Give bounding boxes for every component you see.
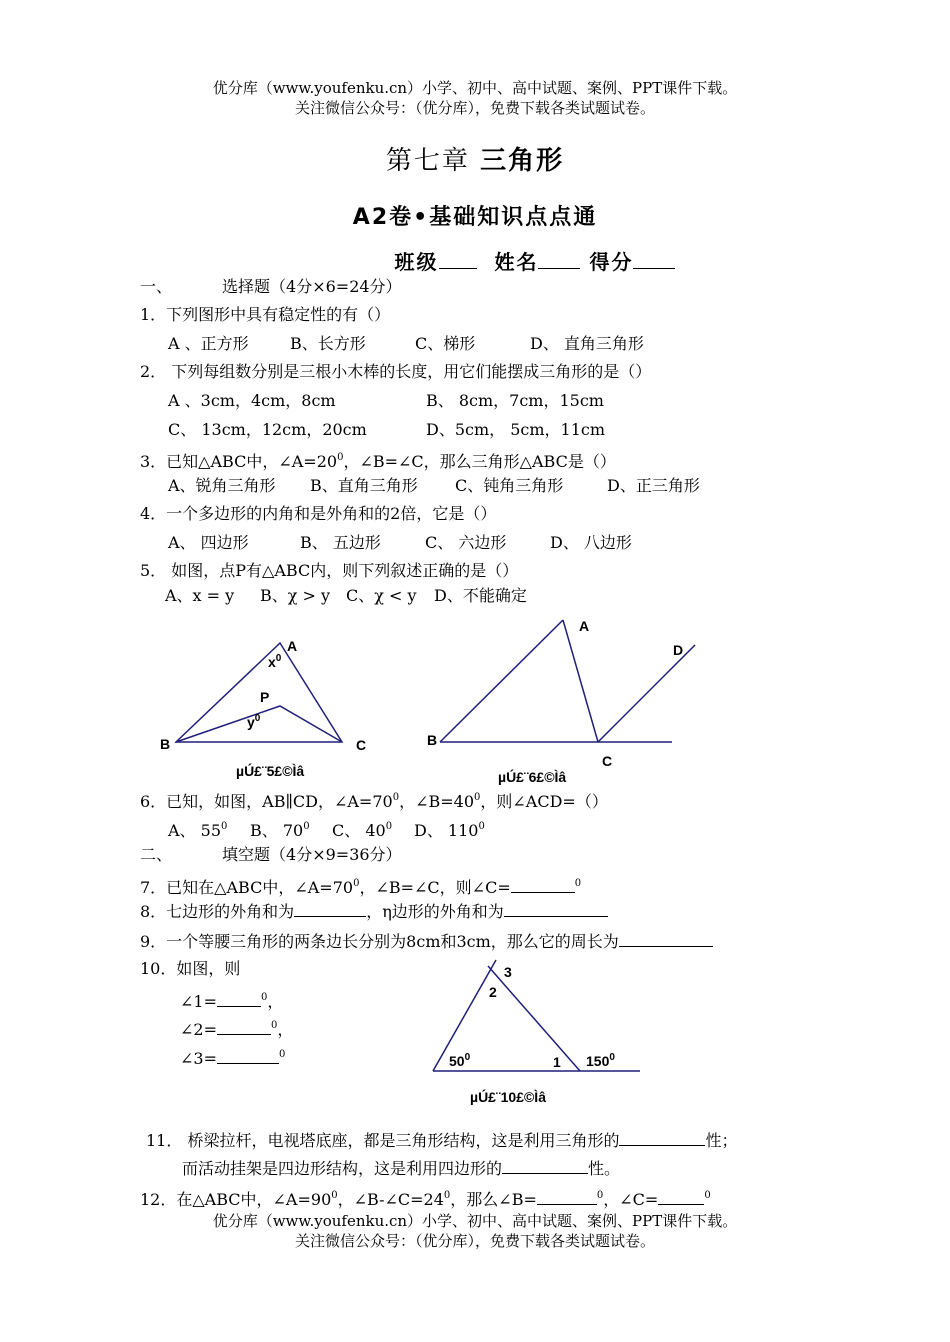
q8-n: η <box>382 902 392 921</box>
q7-stem-b: ，∠B=∠C，则∠C= <box>359 878 511 897</box>
section-2-label: 填空题（4分×9=36分） <box>222 845 402 864</box>
q7-deg-1: 0 <box>353 878 360 889</box>
q10-angle-3: ∠3= $^0$ <box>180 1049 286 1068</box>
q11-blank-1[interactable] <box>619 1129 705 1146</box>
fig10-label-1: 1 <box>553 1054 561 1070</box>
q11-line-2 <box>182 1157 620 1179</box>
fig6-side-ab <box>440 620 563 742</box>
q1-option-b: B、长方形 <box>290 334 366 353</box>
q6-stem-a: 6．已知，如图，AB∥CD，∠A=70 <box>140 792 393 811</box>
q10-angle-2: ∠2= $^0$， <box>180 1020 294 1039</box>
fig6-label-a: A <box>579 618 590 634</box>
q12-stem-d: ，∠C= <box>603 1190 659 1209</box>
q3-option-c: C、钝角三角形 <box>455 476 564 495</box>
fig5-inner-lines <box>176 706 342 742</box>
chapter-number: 第七章 <box>385 146 470 176</box>
q8-stem-a: 8．七边形的外角和为 <box>140 902 295 921</box>
q11-blank-2[interactable] <box>502 1157 588 1174</box>
fig10-right-side <box>488 966 580 1071</box>
q12-blank-b[interactable] <box>537 1188 597 1205</box>
q11-line-1 <box>146 1129 737 1151</box>
q11-line1-a: 11． 桥梁拉杆，电视塔底座，都是三角形结构，这是利用三角形的 <box>146 1131 620 1150</box>
q9-text: 9．一个等腰三角形的两条边长分别为8cm和3cm，那么它的周长为 <box>140 932 619 951</box>
q12-stem <box>140 1186 711 1210</box>
q6-option-b: B、 $70^0$ <box>250 821 310 840</box>
q3-option-a: A、锐角三角形 <box>168 476 276 495</box>
fig5-caption: µÚ£¨5£©Ìâ <box>236 763 305 779</box>
fig10-label-50: $50^0$ <box>449 1052 471 1069</box>
q12-deg-3: 0 <box>596 1190 604 1201</box>
fig10-label-2: 2 <box>489 984 497 1000</box>
q12-stem-b: ，∠B-∠C=24 <box>337 1190 444 1209</box>
fig10-label-3: 3 <box>504 964 512 980</box>
q6-option-c: C、 $40^0$ <box>332 821 393 840</box>
q8-blank-1[interactable] <box>294 900 366 917</box>
q3-option-b: B、直角三角形 <box>310 476 418 495</box>
q6-deg-2: 0 <box>474 792 481 803</box>
q8-stem <box>140 900 608 922</box>
q1-option-a: A 、正方形 <box>168 334 249 353</box>
fig5-label-p: P <box>260 689 270 705</box>
fig6-label-c: C <box>602 753 613 769</box>
figure-6 <box>440 620 695 742</box>
q5-stem: 5． 如图，点P有△ABC内，则下列叙述正确的是（） <box>140 561 519 580</box>
q6-option-a: A、 $55^0$ <box>168 821 228 840</box>
q12-stem-c: ，那么∠B= <box>450 1190 537 1209</box>
q10-stem: 10．如图，则 <box>140 959 241 978</box>
fig6-side-ac <box>563 620 598 742</box>
q10-blank-2[interactable] <box>217 1018 271 1035</box>
q3-stem-b: ，∠B=∠C，那么三角形△ABC是（） <box>343 452 616 471</box>
q11-line1-b: 性； <box>705 1131 738 1150</box>
fig6-caption: µÚ£¨6£©Ìâ <box>498 769 567 785</box>
fig6-label-d: D <box>673 642 684 658</box>
q1-option-d: D、 直角三角形 <box>530 334 644 353</box>
q4-option-a: A、 四边形 <box>168 533 249 552</box>
q10-angle-1: ∠1= $^0$， <box>180 992 284 1011</box>
fig5-label-y: $y^0$ <box>247 713 261 730</box>
q7-stem <box>140 874 581 898</box>
q9-answer-blank[interactable] <box>619 930 713 947</box>
class-label: 班级 <box>394 250 439 274</box>
q8-blank-2[interactable] <box>504 900 608 917</box>
q12-deg-2: 0 <box>443 1190 451 1201</box>
q7-stem-a: 7．已知在△ABC中，∠A=70 <box>140 878 354 897</box>
q6-option-d: D、 $110^0$ <box>414 821 485 840</box>
q2-option-b: B、 8cm，7cm，15cm <box>426 391 604 410</box>
fig5-label-b: B <box>160 736 171 752</box>
score-label: 得分 <box>589 250 634 274</box>
fig5-label-a: A <box>287 638 298 654</box>
fig6-label-b: B <box>427 732 438 748</box>
section-2-number: 二、 <box>140 845 173 864</box>
q2-stem: 2． 下列每组数分别是三根小木棒的长度，用它们能摆成三角形的是（） <box>140 362 652 381</box>
fig5-label-c: C <box>356 737 367 753</box>
q11-line2-a: 而活动挂架是四边形结构，这是利用四边形的 <box>182 1159 503 1178</box>
footer-line-1: 优分库（www.youfenku.cn）小学、初中、高中试题、案例、PPT课件下载。 <box>212 1212 738 1230</box>
q7-deg-2: 0 <box>574 878 582 889</box>
q12-deg-1: 0 <box>331 1190 338 1201</box>
fig10-caption: µÚ£¨10£©Ìâ <box>470 1089 546 1105</box>
header-line-2: 关注微信公众号：（优分库），免费下载各类试题试卷。 <box>294 99 655 117</box>
fig10-label-150: $150^0$ <box>586 1052 615 1069</box>
q5-option-d: D、不能确定 <box>434 586 527 605</box>
q8-stem-c: 边形的外角和为 <box>391 902 504 921</box>
q5-option-c: C、χ < y <box>346 586 417 605</box>
q12-blank-c[interactable] <box>658 1188 704 1205</box>
q2-option-a: A 、3cm，4cm，8cm <box>168 391 336 410</box>
q5-option-b: B、χ > y <box>260 586 331 605</box>
q11-line2-b: 性。 <box>588 1159 621 1178</box>
q6-deg-1: 0 <box>392 792 400 803</box>
q10-blank-3[interactable] <box>217 1047 279 1064</box>
section-1-number: 一、 <box>140 277 173 296</box>
q12-stem-a: 12．在△ABC中，∠A=90 <box>140 1190 332 1209</box>
q8-stem-b: ， <box>366 902 383 921</box>
q4-option-d: D、 八边形 <box>550 533 632 552</box>
q12-deg-4: 0 <box>704 1190 711 1201</box>
header-line-1: 优分库（www.youfenku.cn）小学、初中、高中试题、案例、PPT课件下载。 <box>212 79 738 97</box>
fig6-ray-cd <box>598 645 695 742</box>
subtitle: A2卷•基础知识点点通 <box>352 205 598 230</box>
q7-answer-blank[interactable] <box>511 876 575 893</box>
fig5-label-x: $x^0$ <box>268 653 282 670</box>
q2-option-c: C、 13cm，12cm，20cm <box>168 420 367 439</box>
q4-stem: 4．一个多边形的内角和是外角和的2倍，它是（） <box>140 504 497 523</box>
section-2-heading <box>140 845 402 865</box>
q1-option-c: C、梯形 <box>415 334 476 353</box>
chapter-name: 三角形 <box>480 146 565 176</box>
q6-stem-c: ，则∠ACD=（） <box>480 792 608 811</box>
name-label: 姓名 <box>494 250 539 274</box>
q9-stem <box>140 930 713 952</box>
footer-line-2: 关注微信公众号：（优分库），免费下载各类试题试卷。 <box>294 1232 655 1250</box>
q6-stem <box>140 788 608 812</box>
figure-5 <box>176 643 342 742</box>
q3-degree: 0 <box>337 452 344 463</box>
q3-stem-a: 3．已知△ABC中，∠A=20 <box>140 452 338 471</box>
section-1-label: 选择题（4分×6=24分） <box>222 277 402 296</box>
q3-option-d: D、正三角形 <box>607 476 700 495</box>
q10-blank-1[interactable] <box>217 990 261 1007</box>
q5-option-a: A、x = y <box>165 586 235 605</box>
q1-stem: 1．下列图形中具有稳定性的有（） <box>140 305 391 324</box>
q2-option-d: D、5cm， 5cm，11cm <box>426 420 606 439</box>
q6-stem-b: ，∠B=40 <box>399 792 474 811</box>
q4-option-c: C、 六边形 <box>425 533 507 552</box>
q4-option-b: B、 五边形 <box>300 533 381 552</box>
